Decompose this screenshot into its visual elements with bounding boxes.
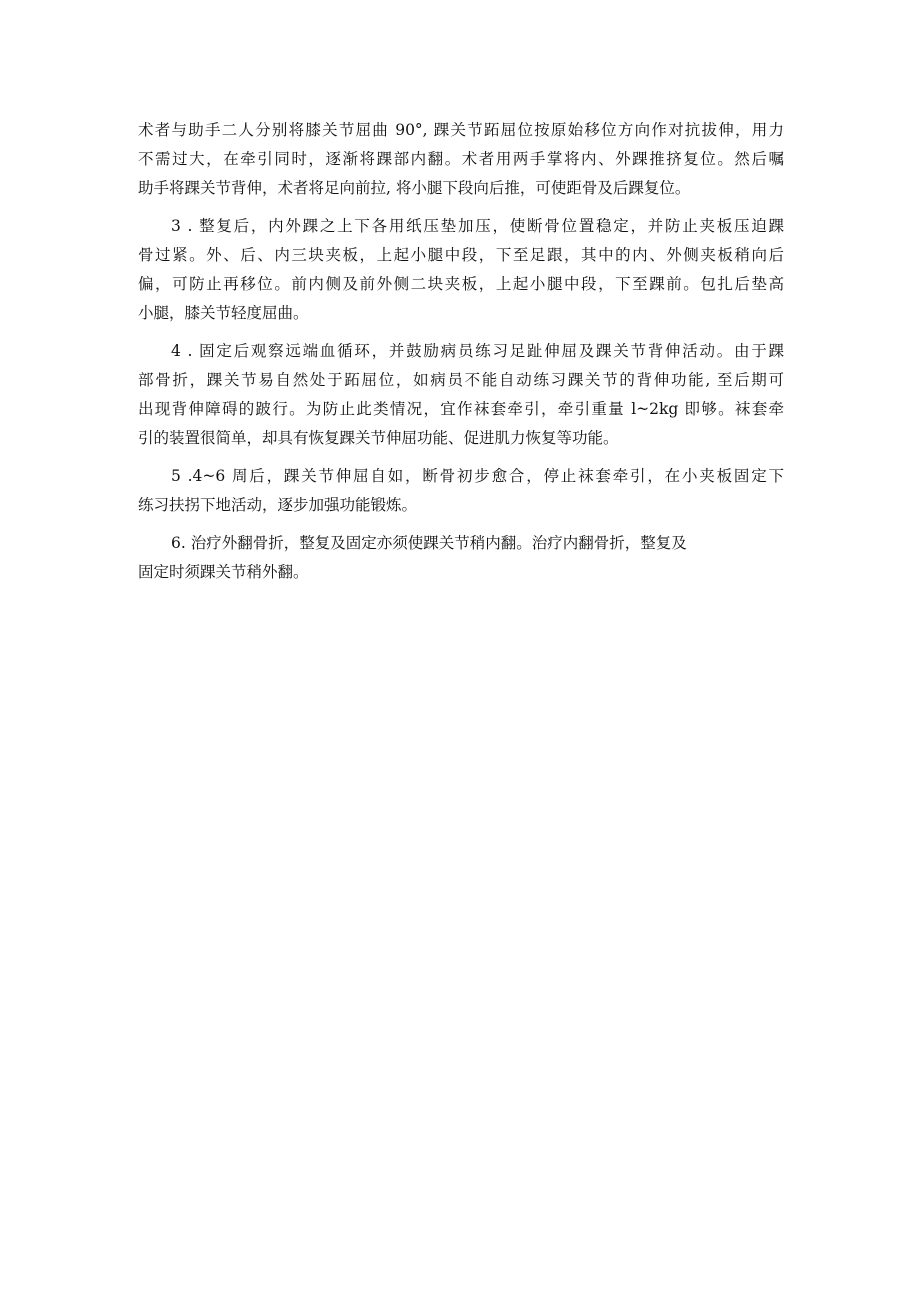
text-line: 小腿，膝关节轻度屈曲。 <box>138 304 309 322</box>
text-line: 4 . 固定后观察远端血循环，并鼓励病员练习足趾伸屈及踝关节背伸活动。由于踝 <box>171 342 784 360</box>
paragraph-step-4 <box>138 337 784 453</box>
paragraph-step-6 <box>138 529 784 587</box>
text-line: 出现背伸障碍的跛行。为防止此类情况，宜作袜套牵引，牵引重量 l~2kg 即够。袜套牵 <box>138 400 784 418</box>
text-line: 3 . 整复后，内外踝之上下各用纸压垫加压，使断骨位置稳定，并防止夹板压迫踝 <box>171 217 784 235</box>
paragraph-reduction-technique <box>138 116 784 203</box>
text-line: 不需过大，在牵引同时，逐渐将踝部内翻。术者用两手掌将内、外踝推挤复位。然后嘱 <box>138 150 784 168</box>
text-line: 骨过紧。外、后、内三块夹板，上起小腿中段，下至足跟，其中的内、外侧夹板稍向后 <box>138 246 784 264</box>
text-line: 练习扶拐下地活动，逐步加强功能锻炼。 <box>138 496 418 514</box>
text-line: 6. 治疗外翻骨折，整复及固定亦须使踝关节稍内翻。治疗内翻骨折，整复及 <box>171 534 687 552</box>
text-line: 术者与助手二人分别将膝关节屈曲 90°, 踝关节跖屈位按原始移位方向作对抗拔伸，用力 <box>138 121 784 139</box>
paragraph-step-5 <box>138 462 784 520</box>
text-line: 部骨折，踝关节易自然处于跖屈位，如病员不能自动练习踝关节的背伸功能, 至后期可 <box>138 371 784 389</box>
text-line: 5 .4~6 周后，踝关节伸屈自如，断骨初步愈合，停止袜套牵引，在小夹板固定下 <box>171 467 784 485</box>
text-line: 固定时须踝关节稍外翻。 <box>138 563 309 581</box>
text-line: 引的装置很简单，却具有恢复踝关节伸屈功能、促进肌力恢复等功能。 <box>138 429 619 447</box>
paragraph-step-3 <box>138 212 784 328</box>
text-line: 助手将踝关节背伸，术者将足向前拉, 将小腿下段向后推，可使距骨及后踝复位。 <box>138 179 691 197</box>
document-body <box>138 116 784 596</box>
text-line: 偏，可防止再移位。前内侧及前外侧二块夹板，上起小腿中段，下至踝前。包扎后垫高 <box>138 275 784 293</box>
